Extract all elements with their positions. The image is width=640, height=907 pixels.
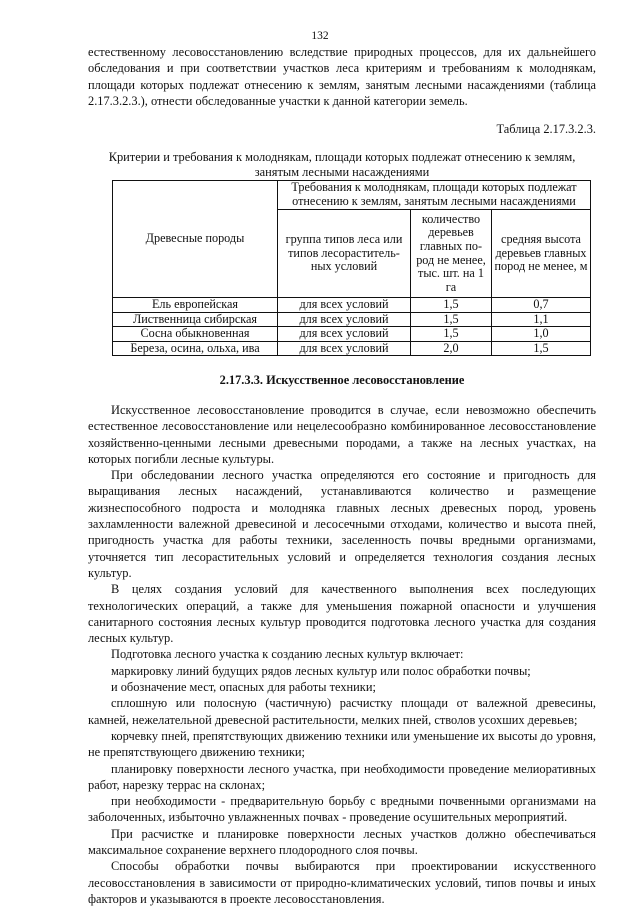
header-forest-types: группа типов леса или типов лесораститель-ных условий [278, 210, 411, 298]
section-heading: 2.17.3.3. Искусственное лесовосстановление [219, 373, 465, 387]
cell-count: 1,5 [411, 327, 492, 342]
cell-conditions: для всех условий [278, 327, 411, 342]
paragraph: При обследовании лесного участка определяются его состояние и пригодность для выращивания лесных насаждений, устанавливаются количество и размещение жизнеспособного подроста и молодняка главных лесных древесных пород, уровень захламленности валежной древесиной и лесосечными отходами, количество и высота пней, пригодность участка для работы техники, заселенность почвы вредными организмами, уточняется тип лесорастительных условий и определяется технология создания лесных культур. [88, 468, 596, 580]
header-avg-height: средняя высота деревьев главных пород не менее, м [492, 210, 591, 298]
paragraph: Искусственное лесовосстановление проводится в случае, если невозможно обеспечить естественное лесовосстановление или нецелесообразно комбинированное лесовосстановление хозяйственно-ценными лесными древесными породами, а также на лесных участках, на которых погибли лесные культуры. [88, 403, 596, 466]
list-item: планировку поверхности лесного участка, при необходимости проведение мелиоративных работ, нарезку террас на склонах; [88, 761, 596, 792]
cell-conditions: для всех условий [278, 298, 411, 313]
table-title: Критерии и требования к молоднякам, площади которых подлежат отнесению к землям, занятым лесными насаждениями [108, 150, 576, 179]
list-item: и обозначение мест, опасных для работы техники; [111, 680, 376, 695]
cell-species: Береза, осина, ольха, ива [113, 341, 278, 356]
cell-count: 1,5 [411, 312, 492, 327]
cell-count: 1,5 [411, 298, 492, 313]
table-label: Таблица 2.17.3.2.3. [496, 122, 596, 136]
cell-height: 0,7 [492, 298, 591, 313]
list-item: маркировку линий будущих рядов лесных культур или полос обработки почвы; [111, 663, 531, 678]
table-row [113, 341, 591, 356]
list-item: корчевку пней, препятствующих движению техники или уменьшение их высоты до уровня, не препятствующего движению техники; [88, 728, 596, 760]
criteria-table [112, 180, 591, 356]
cell-species: Ель европейская [113, 298, 278, 313]
paragraph: Подготовка лесного участка к созданию лесных культур включает: [111, 647, 464, 662]
cell-height: 1,5 [492, 341, 591, 356]
page-number: 132 [311, 30, 329, 42]
header-tree-count: количество деревьев главных по-род не менее, тыс. шт. на 1 га [411, 210, 492, 298]
header-requirements: Требования к молоднякам, площади которых подлежат отнесению к землям, занятым лесными насаждениями [278, 181, 591, 210]
cell-count: 2,0 [411, 341, 492, 356]
table-row [113, 327, 591, 342]
cell-height: 1,1 [492, 312, 591, 327]
list-item: при необходимости - предварительную борьбу с вредными почвенными организмами на заболоченных, избыточно увлажненных почвах - проведение осушительных мероприятий. [88, 794, 596, 825]
cell-conditions: для всех условий [278, 341, 411, 356]
cell-species: Сосна обыкновенная [113, 327, 278, 342]
cell-species: Лиственница сибирская [113, 312, 278, 327]
table-row [113, 298, 591, 313]
paragraph: При расчистке и планировке поверхности лесных участков должно обеспечиваться максимальное сохранение верхнего плодородного слоя почвы. [88, 826, 596, 858]
paragraph: Способы обработки почвы выбираются при проектировании искусственного лесовосстановления в зависимости от природно-климатических условий, типов почвы и иных факторов и указываются в проекте лесовосстановления. [88, 859, 596, 906]
cell-height: 1,0 [492, 327, 591, 342]
list-item: сплошную или полосную (частичную) расчистку площади от валежной древесины, камней, нежелательной древесной растительности, мелких пней, стволов усохших деревьев; [88, 696, 596, 727]
paragraph: В целях создания условий для качественного выполнения всех последующих технологических операций, а также для уменьшения пожарной опасности и улучшения санитарного состояния лесных культур проводится подготовка лесного участка для создания лесных культур. [88, 582, 596, 646]
header-species: Древесные породы [113, 181, 278, 298]
table-row [113, 312, 591, 327]
body-text [88, 402, 596, 907]
cell-conditions: для всех условий [278, 312, 411, 327]
intro-paragraph: естественному лесовосстановлению вследствие природных процессов, для их дальнейшего обследования и при соответствии участков леса критериям и требованиям к молоднякам, площади которых подлежат отнесению к землям, занятым лесными насаждениями (таблица 2.17.3.2.3.), отнести обследованные участки к данной категории земель. [88, 45, 596, 108]
